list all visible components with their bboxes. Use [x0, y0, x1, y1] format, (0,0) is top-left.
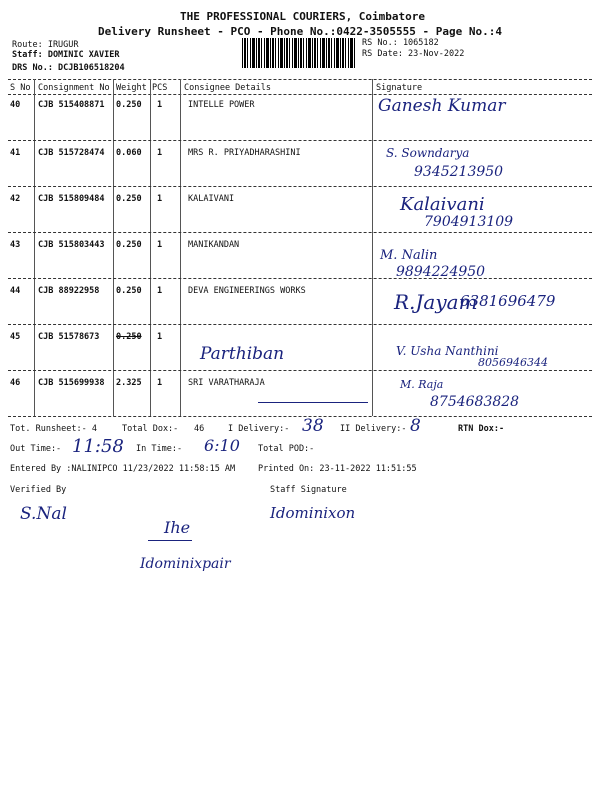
row-sno: 41 [10, 148, 21, 158]
row-consignee: SRI VARATHARAJA [188, 378, 265, 388]
row-consignment: CJB 51578673 [38, 332, 100, 342]
row-rule [8, 324, 592, 325]
row-pcs: 1 [157, 332, 163, 342]
row-weight: 0.060 [116, 148, 142, 158]
row-sno: 43 [10, 240, 21, 250]
row-weight: 0.250 [116, 332, 142, 342]
phone-row46: 8754683828 [430, 394, 520, 410]
rs-number: RS No.: 1065182 [362, 38, 439, 48]
ii-delivery-label: II Delivery:- [340, 424, 407, 434]
row-pcs: 1 [157, 240, 163, 250]
rs-date: RS Date: 23-Nov-2022 [362, 49, 465, 59]
staff-signature: Idominixon [270, 504, 356, 522]
phone-row41: 9345213950 [414, 164, 504, 180]
verified-signature-2: Ihe [164, 518, 191, 537]
row-consignee: KALAIVANI [188, 194, 235, 204]
company-title: THE PROFESSIONAL COURIERS, Coimbatore [180, 10, 426, 23]
row-consignment: CJB 515809484 [38, 194, 105, 204]
row-weight: 0.250 [116, 286, 142, 296]
row-sno: 46 [10, 378, 21, 388]
verified-by-label: Verified By [10, 485, 67, 495]
phone-row42: 7904913109 [424, 214, 514, 230]
row-consignee: MANIKANDAN [188, 240, 240, 250]
col-divider [34, 79, 35, 416]
row-weight: 0.250 [116, 100, 142, 110]
row-sno: 44 [10, 286, 21, 296]
table-header-rule [8, 94, 592, 95]
entered-by: Entered By :NALINIPCO 11/23/2022 11:58:15 AM [10, 464, 236, 474]
staff-signature-label: Staff Signature [270, 485, 347, 495]
signature-row44: R.Jayam [394, 290, 478, 314]
row-rule [8, 416, 592, 417]
signature-underline [148, 540, 192, 541]
signature-row46: M. Raja [400, 378, 444, 391]
scribble-line [258, 402, 368, 403]
row-consignment: CJB 515699938 [38, 378, 105, 388]
row-rule [8, 232, 592, 233]
printed-on: Printed On: 23-11-2022 11:51:55 [258, 464, 417, 474]
header-consignee: Consignee Details [184, 83, 271, 93]
i-delivery-label: I Delivery:- [228, 424, 290, 434]
header-sno: S No [10, 83, 31, 93]
drs-number: DRS No.: DCJB106518204 [12, 63, 125, 73]
row-pcs: 1 [157, 100, 163, 110]
row-pcs: 1 [157, 286, 163, 296]
staff-signature-2: Idominixpair [140, 556, 231, 572]
total-dox-value: 46 [194, 424, 205, 434]
total-dox-label: Total Dox:- [122, 424, 179, 434]
verified-signature: S.Nal [20, 504, 67, 524]
col-divider [372, 79, 373, 416]
row-rule [8, 278, 592, 279]
rtn-dox-label: RTN Dox:- [458, 424, 505, 434]
header-consignment: Consignment No [38, 83, 110, 93]
ii-delivery-value: 8 [410, 416, 421, 436]
col-divider [180, 79, 181, 416]
row-consignee: DEVA ENGINEERINGS WORKS [188, 286, 306, 296]
out-time-label: Out Time:- [10, 444, 62, 454]
row-consignment: CJB 88922958 [38, 286, 100, 296]
col-divider [150, 79, 151, 416]
row-pcs: 1 [157, 148, 163, 158]
total-pod-label: Total POD:- [258, 444, 315, 454]
phone-row44: 6381696479 [460, 292, 556, 310]
signature-row43: M. Nalin [380, 248, 438, 263]
row-weight: 0.250 [116, 194, 142, 204]
row-consignment: CJB 515803443 [38, 240, 105, 250]
signature-row42: Kalaivani [400, 194, 485, 215]
row-rule [8, 370, 592, 371]
row-consignment: CJB 515408871 [38, 100, 105, 110]
row-consignee: INTELLE POWER [188, 100, 255, 110]
header-signature: Signature [376, 83, 423, 93]
staff-label: Staff: DOMINIC XAVIER [12, 50, 120, 60]
route-label: Route: IRUGUR [12, 40, 79, 50]
signature-row45: V. Usha Nanthini [396, 344, 499, 358]
tot-runsheet: Tot. Runsheet:- 4 [10, 424, 97, 434]
runsheet-subtitle: Delivery Runsheet - PCO - Phone No.:0422-3505555 - Page No.:4 [98, 25, 502, 38]
i-delivery-value: 38 [302, 416, 324, 436]
row-pcs: 1 [157, 378, 163, 388]
row-rule [8, 140, 592, 141]
row-weight: 2.325 [116, 378, 142, 388]
row-pcs: 1 [157, 194, 163, 204]
signature-row40: Ganesh Kumar [378, 96, 506, 116]
row-consignment: CJB 515728474 [38, 148, 105, 158]
row-sno: 42 [10, 194, 21, 204]
row-weight: 0.250 [116, 240, 142, 250]
row-sno: 45 [10, 332, 21, 342]
phone-row45: 8056946344 [478, 356, 548, 369]
barcode-image [242, 38, 356, 68]
header-weight: Weight [116, 83, 147, 93]
row-consignee: MRS R. PRIYADHARASHINI [188, 148, 301, 158]
in-time-value: 6:10 [204, 436, 240, 455]
in-time-label: In Time:- [136, 444, 183, 454]
row-rule [8, 186, 592, 187]
row-sno: 40 [10, 100, 21, 110]
signature-row41: S. Sowndarya [386, 146, 470, 160]
col-divider [113, 79, 114, 416]
note-row45: Parthiban [200, 344, 285, 364]
table-top-rule [8, 79, 592, 80]
header-pcs: PCS [152, 83, 168, 93]
out-time-value: 11:58 [72, 436, 124, 457]
phone-row43: 9894224950 [396, 264, 486, 280]
